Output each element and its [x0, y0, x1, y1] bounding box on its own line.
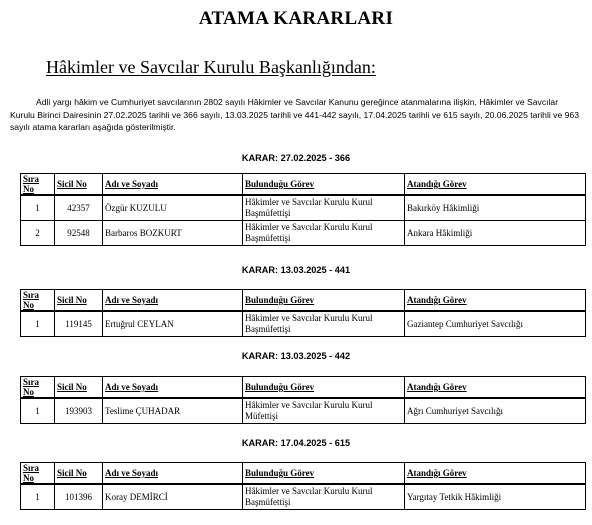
table-header-row — [21, 174, 586, 196]
cell-adi-soyadi: Barbaros BOZKURT — [103, 221, 243, 246]
cell-atandigi-gorev: Gaziantep Cumhuriyet Savcılığı — [405, 311, 586, 337]
cell-sicil-no: 42357 — [55, 195, 103, 221]
header-atandigi-gorev: Atandığı Görev — [405, 174, 586, 196]
header-bulundugu-gorev: Bulunduğu Görev — [243, 174, 405, 196]
document-title: ATAMA KARARLARI — [198, 8, 394, 29]
header-sicil-no: Sicil No — [55, 290, 103, 312]
cell-bulundugu-gorev: Hâkimler ve Savcılar Kurulu Kurul Başmüfettişi — [243, 484, 405, 510]
table-header-row — [21, 463, 586, 485]
table-row — [21, 195, 586, 221]
header-sira-no: Sıra No — [21, 377, 55, 399]
karar-heading: KARAR: 17.04.2025 - 615 — [241, 438, 351, 448]
cell-sicil-no: 92548 — [55, 221, 103, 246]
cell-bulundugu-gorev: Hâkimler ve Savcılar Kurulu Kurul Başmüfettişi — [243, 221, 405, 246]
header-atandigi-gorev: Atandığı Görev — [405, 377, 586, 399]
header-bulundugu-gorev: Bulunduğu Görev — [243, 290, 405, 312]
cell-sicil-no: 101396 — [55, 484, 103, 510]
table-header-row — [21, 377, 586, 399]
cell-sira-no: 1 — [21, 398, 55, 424]
header-adi-soyadi: Adı ve Soyadı — [103, 377, 243, 399]
karar-heading: KARAR: 27.02.2025 - 366 — [241, 153, 351, 163]
assignment-table — [20, 376, 586, 424]
cell-atandigi-gorev: Ankara Hâkimliği — [405, 221, 586, 246]
table-row — [21, 484, 586, 510]
karar-heading: KARAR: 13.03.2025 - 441 — [241, 265, 351, 275]
cell-adi-soyadi: Ertuğrul CEYLAN — [103, 311, 243, 337]
cell-bulundugu-gorev: Hâkimler ve Savcılar Kurulu Kurul Müfettişi — [243, 398, 405, 424]
header-sicil-no: Sicil No — [55, 377, 103, 399]
cell-atandigi-gorev: Yargıtay Tetkik Hâkimliği — [405, 484, 586, 510]
header-adi-soyadi: Adı ve Soyadı — [103, 174, 243, 196]
cell-sira-no: 1 — [21, 311, 55, 337]
cell-bulundugu-gorev: Hâkimler ve Savcılar Kurulu Kurul Başmüfettişi — [243, 311, 405, 337]
cell-sira-no: 1 — [21, 195, 55, 221]
cell-adi-soyadi: Özgür KUZULU — [103, 195, 243, 221]
header-bulundugu-gorev: Bulunduğu Görev — [243, 463, 405, 485]
cell-sicil-no: 193903 — [55, 398, 103, 424]
cell-atandigi-gorev: Ağrı Cumhuriyet Savcılığı — [405, 398, 586, 424]
cell-sicil-no: 119145 — [55, 311, 103, 337]
cell-sira-no: 2 — [21, 221, 55, 246]
document-subtitle: Hâkimler ve Savcılar Kurulu Başkanlığından: — [46, 57, 376, 77]
table-row — [21, 221, 586, 246]
table-row — [21, 398, 586, 424]
karar-heading: KARAR: 13.03.2025 - 442 — [241, 351, 351, 361]
header-bulundugu-gorev: Bulunduğu Görev — [243, 377, 405, 399]
cell-bulundugu-gorev: Hâkimler ve Savcılar Kurulu Kurul Başmüfettişi — [243, 195, 405, 221]
cell-adi-soyadi: Teslime ÇUHADAR — [103, 398, 243, 424]
header-sicil-no: Sicil No — [55, 463, 103, 485]
cell-atandigi-gorev: Bakırköy Hâkimliği — [405, 195, 586, 221]
assignment-table — [20, 173, 586, 246]
assignment-table — [20, 289, 586, 337]
header-adi-soyadi: Adı ve Soyadı — [103, 290, 243, 312]
header-adi-soyadi: Adı ve Soyadı — [103, 463, 243, 485]
header-atandigi-gorev: Atandığı Görev — [405, 290, 586, 312]
table-header-row — [21, 290, 586, 312]
header-sira-no: Sıra No — [21, 290, 55, 312]
header-sira-no: Sıra No — [21, 463, 55, 485]
table-row — [21, 311, 586, 337]
header-sicil-no: Sicil No — [55, 174, 103, 196]
header-atandigi-gorev: Atandığı Görev — [405, 463, 586, 485]
intro-paragraph: Adli yargı hâkim ve Cumhuriyet savcılarının 2802 sayılı Hâkimler ve Savcılar Kanunu gereğince atanmalarına ilişkin, Hâkimler ve Savcılar Kurulu Birinci Dairesinin 27.02.2025 tarihli ve 366 sayılı, 13.03.2025 tarihli ve 441-442 sayılı, 17.04.2025 tarihli ve 615 sayılı, 20.06.2025 tarihli ve 963 sayılı atama kararları aşağıda gösterilmiştir. — [10, 97, 579, 132]
assignment-table — [20, 462, 586, 510]
cell-sira-no: 1 — [21, 484, 55, 510]
cell-adi-soyadi: Koray DEMİRCİ — [103, 484, 243, 510]
header-sira-no: Sıra No — [21, 174, 55, 196]
